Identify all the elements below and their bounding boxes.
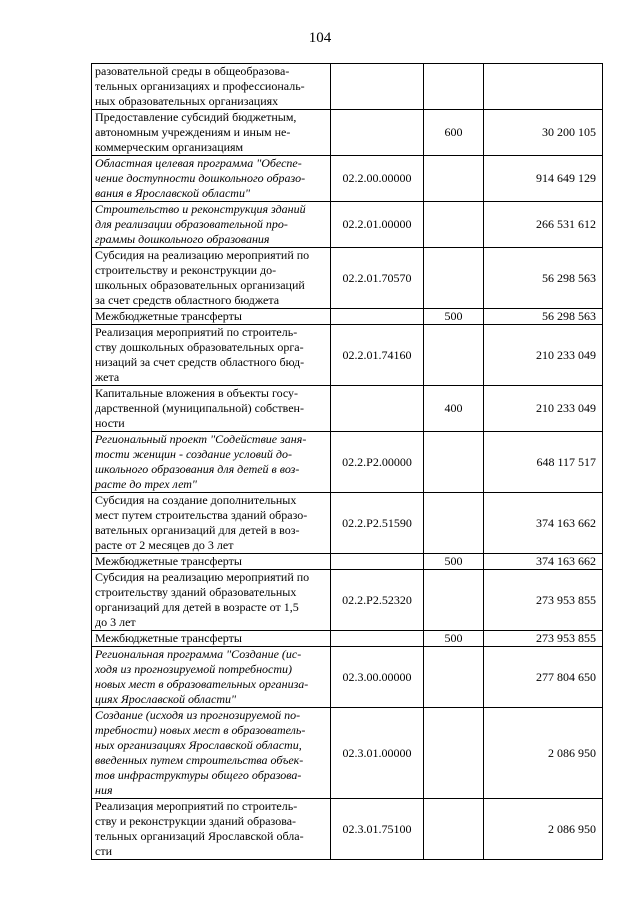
amount-cell: 273 953 855 — [484, 631, 603, 647]
item-name-line: Областная целевая программа "Обеспе- — [95, 156, 302, 170]
amount-cell — [484, 64, 603, 110]
amount-cell: 56 298 563 — [484, 309, 603, 325]
table-row — [92, 110, 603, 156]
expense-type-cell — [424, 647, 484, 708]
expense-type-cell — [424, 708, 484, 799]
item-name-line: расте от 2 месяцев до 3 лет — [95, 538, 234, 552]
expense-type-cell: 500 — [424, 554, 484, 570]
target-code-cell: 02.3.01.75100 — [331, 799, 424, 860]
amount-cell: 277 804 650 — [484, 647, 603, 708]
item-name-line: школьного образования для детей в воз- — [95, 462, 300, 476]
target-code-cell: 02.2.01.70570 — [331, 248, 424, 309]
target-code-cell: 02.2.Р2.52320 — [331, 570, 424, 631]
item-name-line: Предоставление субсидий бюджетным, — [95, 110, 297, 124]
expense-type-cell — [424, 64, 484, 110]
target-code-cell: 02.3.01.00000 — [331, 708, 424, 799]
item-name-line: ния — [95, 783, 113, 797]
item-name-line: Создание (исходя из прогнозируемой по- — [95, 708, 301, 722]
item-name-line: Строительство и реконструкция зданий — [95, 202, 306, 216]
amount-cell: 266 531 612 — [484, 202, 603, 248]
target-code-cell — [331, 110, 424, 156]
expense-type-cell: 500 — [424, 309, 484, 325]
expense-type-cell: 400 — [424, 386, 484, 432]
item-name-line: Субсидия на реализацию мероприятий по — [95, 248, 310, 262]
target-code-cell — [331, 554, 424, 570]
item-name-line: Капитальные вложения в объекты госу- — [95, 386, 299, 400]
item-name-line: Субсидия на реализацию мероприятий по — [95, 570, 310, 584]
table-row — [92, 309, 603, 325]
item-name-line: Региональный проект "Содействие заня- — [95, 432, 307, 446]
item-name-line: ности — [95, 416, 125, 430]
item-name-line: строительству зданий образовательных — [95, 585, 297, 599]
target-code-cell: 02.2.00.00000 — [331, 156, 424, 202]
item-name-line: мест путем строительства зданий образо- — [95, 508, 308, 522]
expense-type-cell — [424, 493, 484, 554]
item-name-line: сти — [95, 844, 112, 858]
item-name-line: тости женщин - создание условий до- — [95, 447, 292, 461]
item-name-line: расте до трех лет" — [95, 477, 197, 491]
budget-table — [91, 63, 603, 860]
item-name-line: Реализация мероприятий по строитель- — [95, 325, 298, 339]
item-name-line: до 3 лет — [95, 615, 136, 629]
item-name-cell — [92, 202, 331, 248]
item-name-line: введенных путем строительства объек- — [95, 753, 304, 767]
table-row — [92, 202, 603, 248]
item-name-line: вательных организаций для детей в воз- — [95, 523, 300, 537]
expense-type-cell: 500 — [424, 631, 484, 647]
target-code-cell: 02.2.01.74160 — [331, 325, 424, 386]
item-name-line: тов инфраструктуры общего образова- — [95, 768, 302, 782]
target-code-cell — [331, 631, 424, 647]
budget-table-body — [92, 64, 603, 860]
item-name-cell — [92, 570, 331, 631]
item-name-line: Межбюджетные трансферты — [95, 631, 242, 645]
item-name-line: организаций для детей в возрасте от 1,5 — [95, 600, 299, 614]
table-row — [92, 493, 603, 554]
item-name-cell — [92, 554, 331, 570]
expense-type-cell — [424, 202, 484, 248]
table-row — [92, 708, 603, 799]
item-name-line: разовательной среды в общеобразова- — [95, 64, 290, 78]
item-name-line: коммерческим организациям — [95, 140, 244, 154]
item-name-line: Субсидия на создание дополнительных — [95, 493, 297, 507]
table-row — [92, 554, 603, 570]
item-name-line: ходя из прогнозируемой потребности) — [95, 662, 293, 676]
page-number: 104 — [308, 30, 332, 46]
item-name-cell — [92, 647, 331, 708]
expense-type-cell — [424, 248, 484, 309]
item-name-line: жета — [95, 370, 120, 384]
item-name-cell — [92, 432, 331, 493]
table-row — [92, 156, 603, 202]
table-row — [92, 570, 603, 631]
amount-cell: 914 649 129 — [484, 156, 603, 202]
item-name-cell — [92, 309, 331, 325]
target-code-cell — [331, 386, 424, 432]
expense-type-cell — [424, 799, 484, 860]
item-name-line: циях Ярославской области" — [95, 692, 237, 706]
table-row — [92, 248, 603, 309]
target-code-cell: 02.3.00.00000 — [331, 647, 424, 708]
item-name-line: строительству и реконструкции до- — [95, 263, 277, 277]
amount-cell: 2 086 950 — [484, 799, 603, 860]
item-name-line: требности) новых мест в образователь- — [95, 723, 306, 737]
table-row — [92, 799, 603, 860]
item-name-line: Межбюджетные трансферты — [95, 554, 242, 568]
amount-cell: 30 200 105 — [484, 110, 603, 156]
item-name-line: ных образовательных организациях — [95, 94, 279, 108]
item-name-cell — [92, 64, 331, 110]
item-name-line: ству и реконструкции зданий образова- — [95, 814, 297, 828]
table-row — [92, 631, 603, 647]
amount-cell: 273 953 855 — [484, 570, 603, 631]
item-name-line: вания в Ярославской области" — [95, 186, 250, 200]
table-row — [92, 64, 603, 110]
item-name-cell — [92, 493, 331, 554]
item-name-line: школьных образовательных организаций — [95, 278, 305, 292]
item-name-cell — [92, 325, 331, 386]
expense-type-cell: 600 — [424, 110, 484, 156]
item-name-cell — [92, 248, 331, 309]
table-row — [92, 647, 603, 708]
item-name-line: граммы дошкольного образования — [95, 232, 270, 246]
item-name-line: чение доступности дошкольного образо- — [95, 171, 306, 185]
target-code-cell — [331, 64, 424, 110]
item-name-line: новых мест в образовательных организа- — [95, 677, 309, 691]
target-code-cell — [331, 309, 424, 325]
table-row — [92, 325, 603, 386]
item-name-line: за счет средств областного бюджета — [95, 293, 280, 307]
item-name-line: Региональная программа "Создание (ис- — [95, 647, 302, 661]
amount-cell: 210 233 049 — [484, 325, 603, 386]
item-name-cell — [92, 799, 331, 860]
item-name-cell — [92, 631, 331, 647]
expense-type-cell — [424, 570, 484, 631]
amount-cell: 210 233 049 — [484, 386, 603, 432]
item-name-line: ных организациях Ярославской области, — [95, 738, 302, 752]
item-name-line: низаций за счет средств областного бюд- — [95, 355, 305, 369]
amount-cell: 374 163 662 — [484, 493, 603, 554]
item-name-line: тельных организациях и профессиональ- — [95, 79, 305, 93]
item-name-line: автономным учреждениям и иным не- — [95, 125, 291, 139]
item-name-cell — [92, 110, 331, 156]
expense-type-cell — [424, 156, 484, 202]
item-name-line: для реализации образовательной про- — [95, 217, 288, 231]
target-code-cell: 02.2.Р2.51590 — [331, 493, 424, 554]
item-name-cell — [92, 386, 331, 432]
item-name-line: Реализация мероприятий по строитель- — [95, 799, 298, 813]
table-row — [92, 386, 603, 432]
expense-type-cell — [424, 325, 484, 386]
expense-type-cell — [424, 432, 484, 493]
table-row — [92, 432, 603, 493]
amount-cell: 56 298 563 — [484, 248, 603, 309]
amount-cell: 374 163 662 — [484, 554, 603, 570]
item-name-line: Межбюджетные трансферты — [95, 309, 242, 323]
item-name-line: ству дошкольных образовательных орга- — [95, 340, 304, 354]
item-name-cell — [92, 156, 331, 202]
amount-cell: 2 086 950 — [484, 708, 603, 799]
amount-cell: 648 117 517 — [484, 432, 603, 493]
target-code-cell: 02.2.Р2.00000 — [331, 432, 424, 493]
target-code-cell: 02.2.01.00000 — [331, 202, 424, 248]
item-name-cell — [92, 708, 331, 799]
item-name-line: дарственной (муниципальной) собствен- — [95, 401, 304, 415]
item-name-line: тельных организаций Ярославской обла- — [95, 829, 304, 843]
